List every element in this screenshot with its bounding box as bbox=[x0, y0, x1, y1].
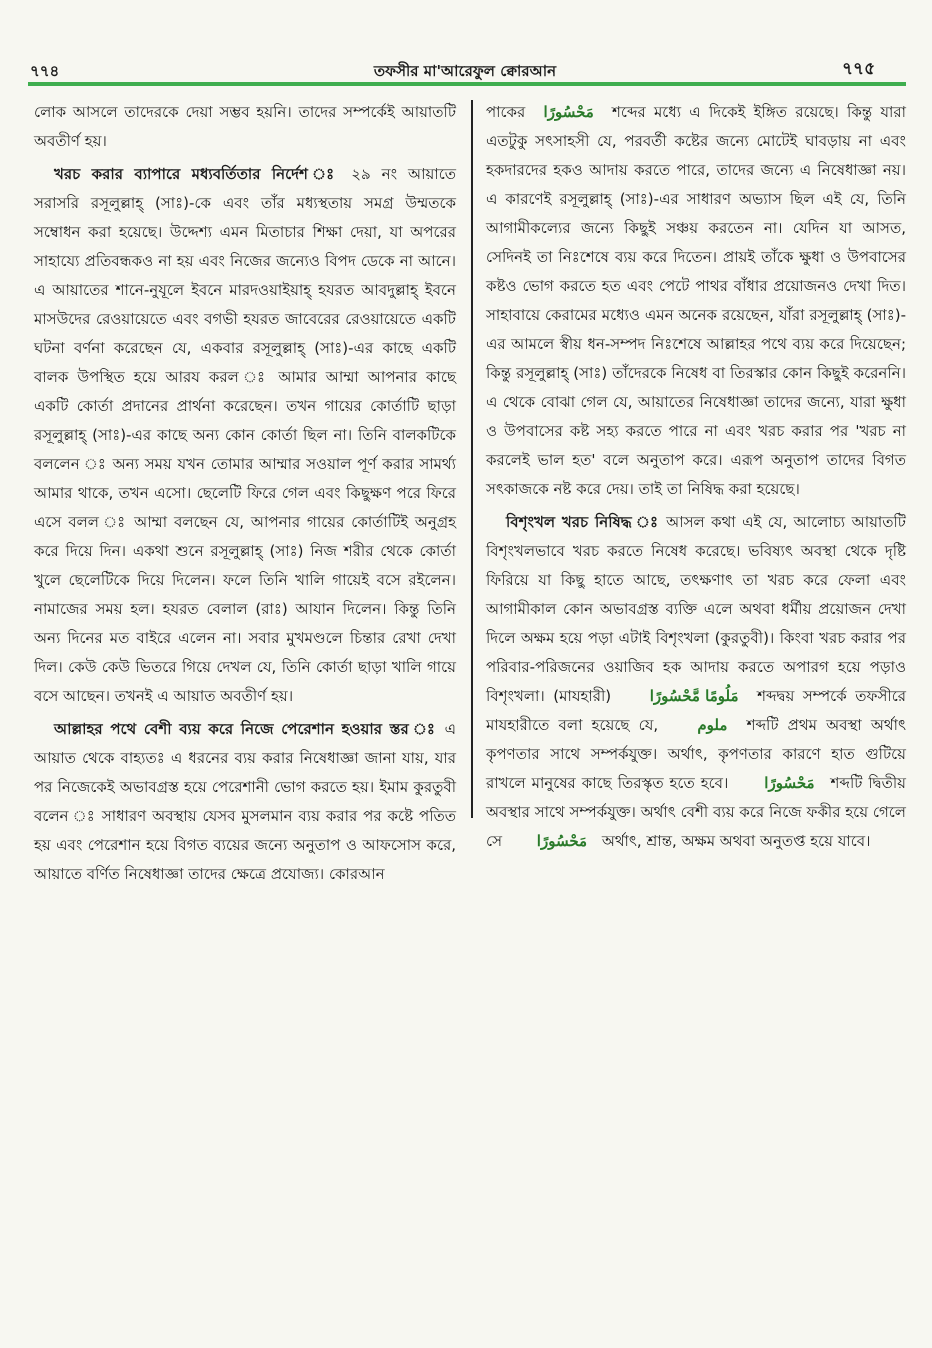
running-title: তফসীর মা'আরেফুল ক্বোরআন bbox=[373, 62, 557, 80]
page-number-left: ৭৭৪ bbox=[30, 62, 60, 80]
column-divider bbox=[471, 100, 473, 818]
arabic-term: مَلُومًا مَّحْسُورًا bbox=[649, 687, 739, 705]
header-rule bbox=[28, 82, 906, 86]
right-column bbox=[486, 98, 906, 860]
arabic-term: مَحْسُورًا bbox=[764, 774, 815, 792]
arabic-term: ملوم bbox=[697, 716, 728, 734]
section-heading: বিশৃংখল খরচ নিষিদ্ধ ঃ bbox=[506, 513, 660, 531]
paragraph: পাকের مَحْسُورًا শব্দের মধ্যে এ দিকেই ইঙ্গিত রয়েছে। কিন্তু যারা এতটুকু সৎসাহসী যে, পরবর্তী কষ্টের জন্যে মোটেই ঘাবড়ায় না এবং হকদারদের হকও আদায় করতে পারে, তাদের জন্যে এ নিষেধাজ্ঞা নয়। এ কারণেই রসূলুল্লাহ্ (সাঃ)-এর সাধারণ অভ্যাস ছিল এই যে, তিনি আগামীকল্যের জন্যে কিছুই সঞ্চয় করতেন না। যেদিন যা আসত, সেদিনই তা নিঃশেষে ব্যয় করে দিতেন। প্রায়ই তাঁকে ক্ষুধা ও উপবাসের কষ্টও ভোগ করতে হত এবং পেটে পাথর বাঁধার প্রয়োজনও দেখা দিত। সাহাবায়ে কেরামের মধ্যেও এমন অনেক রয়েছেন, যাঁরা রসূলুল্লাহ্ (সাঃ)-এর আমলে স্বীয় ধন-সম্পদ নিঃশেষে আল্লাহর পথে ব্যয় করে দিয়েছেন; কিন্তু রসূলুল্লাহ্ (সাঃ) তাঁদেরকে নিষেধ বা তিরস্কার কোন কিছুই করেননি। এ থেকে বোঝা গেল যে, আয়াতের নিষেধাজ্ঞা তাদের জন্যে, যারা ক্ষুধা ও উপবাসের কষ্ট সহ্য করতে পারে না এবং খরচ করার পর 'খরচ না করলেই ভাল হত' বলে অনুতাপ করে। এরূপ অনুতাপ তাদের বিগত সৎকাজকে নষ্ট করে দেয়। তাই তা নিষিদ্ধ করা হয়েছে। bbox=[486, 98, 906, 504]
paragraph: খরচ করার ব্যাপারে মধ্যবর্তিতার নির্দেশ ঃ ২৯ নং আয়াতে সরাসরি রসূলুল্লাহ্ (সাঃ)-কে এবং তাঁর মধ্যস্থতায় সমগ্র উম্মতকে সম্বোধন করা হয়েছে। উদ্দেশ্য এমন মিতাচার শিক্ষা দেয়া, যা অপরের সাহায্যে প্রতিবন্ধকও না হয় এবং নিজের জন্যেও বিপদ ডেকে না আনে। এ আয়াতের শানে-নুযূলে ইবনে মারদওয়াইয়াহ্ হযরত আবদুল্লাহ্ ইবনে মাসউদের রেওয়ায়েতে এবং বগভী হযরত জাবেরের রেওয়ায়েতে একটি ঘটনা বর্ণনা করেছেন যে, একবার রসূলুল্লাহ্ (সাঃ)-এর কাছে একটি বালক উপস্থিত হয়ে আরয করল ঃ আমার আম্মা আপনার কাছে একটি কোর্তা প্রদানের প্রার্থনা করেছেন। তখন গায়ের কোর্তাটি ছাড়া রসূলুল্লাহ্ (সাঃ)-এর কাছে অন্য কোন কোর্তা ছিল না। তিনি বালকটিকে বললেন ঃ অন্য সময় যখন তোমার আম্মার সওয়াল পূর্ণ করার সামর্থ্য আমার থাকে, তখন এসো। ছেলেটি ফিরে গেল এবং কিছুক্ষণ পরে ফিরে এসে বলল ঃ আম্মা বলছেন যে, আপনার গায়ের কোর্তাটিই অনুগ্রহ করে দিয়ে দিন। একথা শুনে রসূলুল্লাহ্ (সাঃ) নিজ শরীর থেকে কোর্তা খুলে ছেলেটিকে দিয়ে দিলেন। ফলে তিনি খালি গায়েই বসে রইলেন। নামাজের সময় হল। হযরত বেলাল (রাঃ) আযান দিলেন। কিন্তু তিনি অন্য দিনের মত বাইরে এলেন না। সবার মুখমণ্ডলে চিন্তার রেখা দেখা দিল। কেউ কেউ ভিতরে গিয়ে দেখল যে, তিনি কোর্তা ছাড়া খালি গায়ে বসে আছেন। তখনই এ আয়াত অবতীর্ণ হয়। bbox=[34, 165, 456, 705]
paragraph: বিশৃংখল খরচ নিষিদ্ধ ঃ আসল কথা এই যে, আলোচ্য আয়াতটি বিশৃংখলভাবে খরচ করতে নিষেধ করেছে। ভবিষ্যৎ অবস্থা থেকে দৃষ্টি ফিরিয়ে যা কিছু হাতে আছে, তৎক্ষণাৎ তা খরচ করে ফেলা এবং আগামীকাল কোন অভাবগ্রস্ত ব্যক্তি এলে অথবা ধর্মীয় প্রয়োজন দেখা দিলে অক্ষম হয়ে পড়া এটাই বিশৃংখলা (কুরতুবী)। কিংবা খরচ করার পর পরিবার-পরিজনের ওয়াজিব হক আদায় করতে অপারগ হয়ে পড়াও বিশৃংখলা। (মাযহারী) مَلُومًا مَّحْسُورًا শব্দদ্বয় সম্পর্কে তফসীরে মাযহারীতে বলা হয়েছে যে, ملوم শব্দটি প্রথম অবস্থা অর্থাৎ কৃপণতার সাথে সম্পর্কযুক্ত। অর্থাৎ, কৃপণতার কারণে হাত গুটিয়ে রাখলে মানুষের কাছে তিরস্কৃত হতে হবে। مَحْسُورًا শব্দটি দ্বিতীয় অবস্থার সাথে সম্পর্কযুক্ত। অর্থাৎ বেশী ব্যয় করে নিজে ফকীর হয়ে গেলে সে مَحْسُورًا অর্থাৎ, শ্রান্ত, অক্ষম অথবা অনুতপ্ত হয়ে যাবে। bbox=[486, 508, 906, 856]
left-column bbox=[34, 98, 456, 893]
paragraph: লোক আসলে তাদেরকে দেয়া সম্ভব হয়নি। তাদের সম্পর্কেই আয়াতটি অবতীর্ণ হয়। bbox=[34, 103, 456, 150]
arabic-term: مَحْسُورًا bbox=[536, 832, 588, 850]
section-heading: আল্লাহর পথে বেশী ব্যয় করে নিজে পেরেশান হওয়ার স্তর ঃ bbox=[54, 720, 438, 738]
arabic-term: مَحْسُورًا bbox=[543, 103, 594, 121]
page-number-right: ৭৭৫ bbox=[842, 59, 876, 79]
paragraph: আল্লাহর পথে বেশী ব্যয় করে নিজে পেরেশান হওয়ার স্তর ঃ এ আয়াত থেকে বাহ্যতঃ এ ধরনের ব্যয় করার নিষেধাজ্ঞা জানা যায়, যার পর নিজেকেই অভাবগ্রস্ত হয়ে পেরেশানী ভোগ করতে হয়। ইমাম কুরতুবী বলেন ঃ সাধারণ অবস্থায় যেসব মুসলমান ব্যয় করার পর কষ্টে পতিত হয় এবং পেরেশান হয়ে বিগত ব্যয়ের জন্যে অনুতাপ ও আফসোস করে, আয়াতে বর্ণিত নিষেধাজ্ঞা তাদের ক্ষেত্রে প্রযোজ্য। কোরআন bbox=[34, 720, 456, 883]
section-heading: খরচ করার ব্যাপারে মধ্যবর্তিতার নির্দেশ ঃ bbox=[54, 165, 341, 183]
